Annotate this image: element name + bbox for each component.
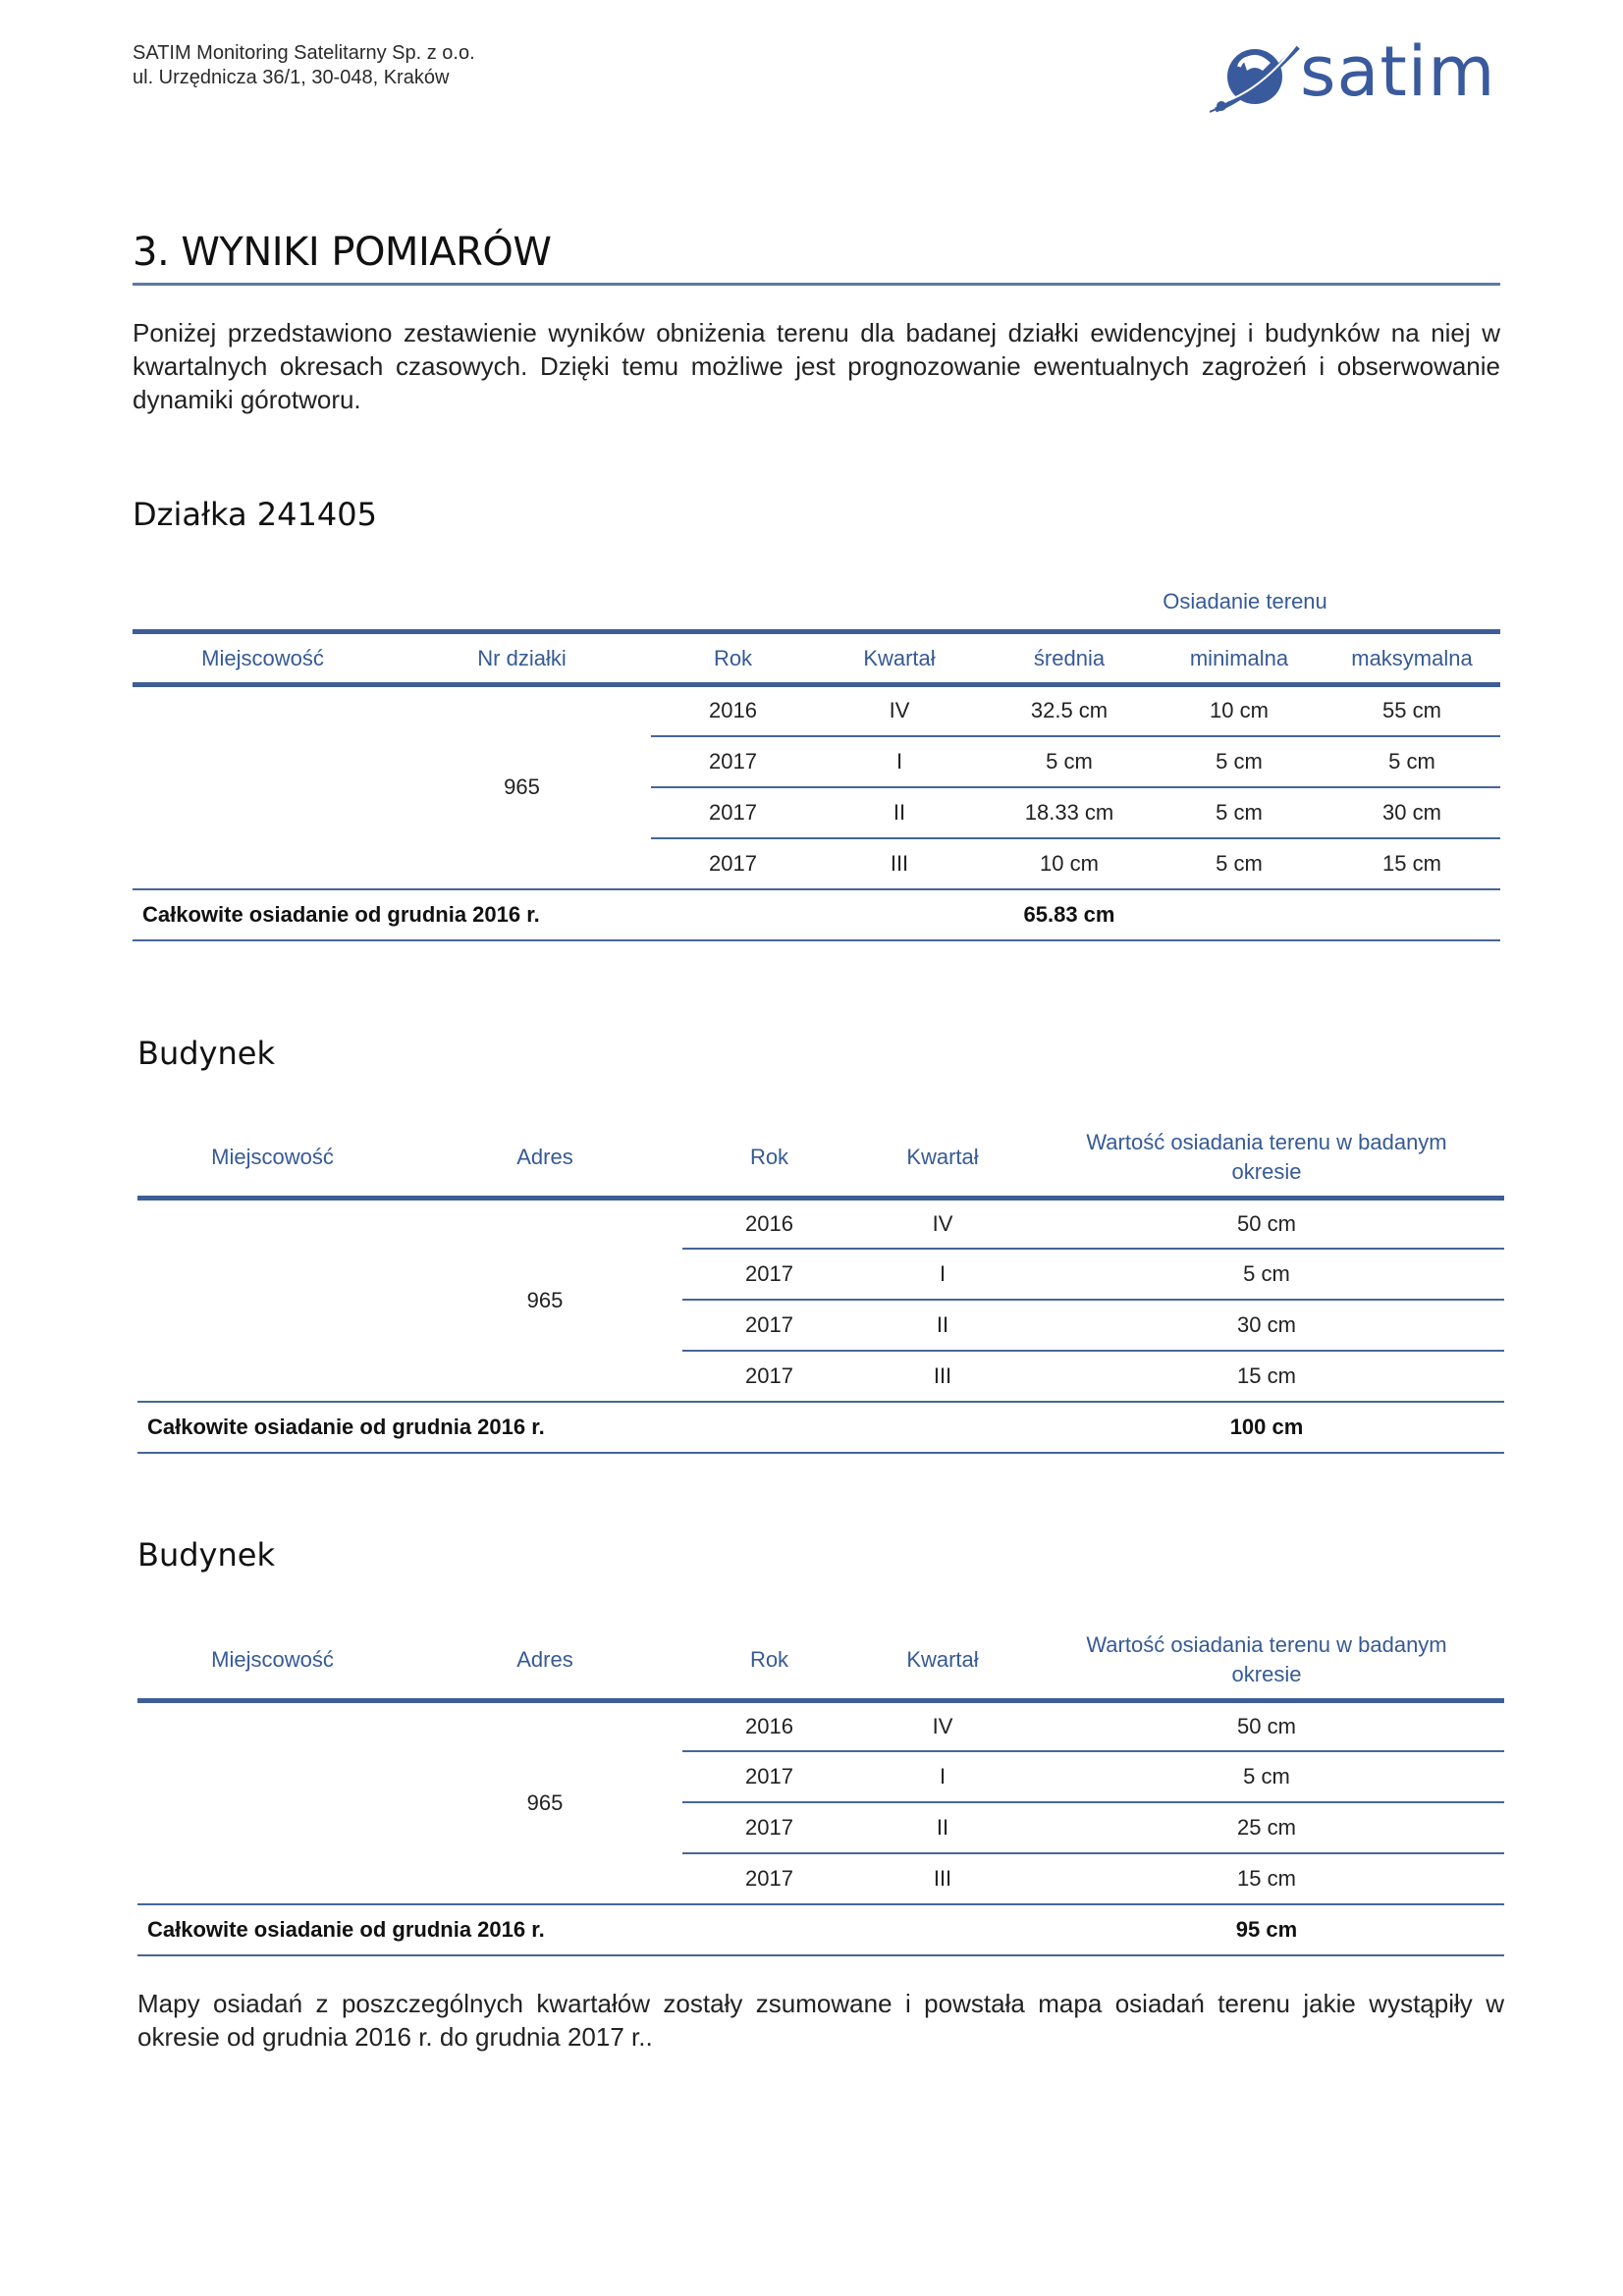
rok-cell: 2017: [651, 838, 815, 889]
rok-cell: 2016: [651, 685, 815, 736]
table-row: [133, 685, 1500, 736]
total-row: [133, 889, 1500, 940]
nr-dzialki-cell: 965: [393, 685, 651, 889]
column-header: średnia: [1033, 645, 1106, 670]
column-header: Rok: [713, 645, 753, 670]
intro-paragraph: Poniżej przedstawiono zestawienie wyników obniżenia terenu dla badanej działki ewidencyjnej i budynków na niej w kwartalnych okresach czasowych. Dzięki temu możliwe jest prognozowanie ewentualnych zagrożeń i obserwowanie dynamiki górotworu.: [133, 318, 1500, 414]
satim-logo: [1210, 31, 1504, 116]
rok-cell: 2017: [682, 1853, 856, 1904]
total-value: 95 cm: [1029, 1904, 1504, 1955]
column-header: maksymalna: [1351, 645, 1473, 670]
company-address: [133, 41, 475, 90]
column-header: Kwartał: [906, 1144, 979, 1169]
column-header: Rok: [749, 1144, 789, 1169]
table-row: [137, 1700, 1504, 1751]
kwartal-cell: III: [856, 1351, 1029, 1402]
empty-cell: [1155, 889, 1324, 940]
building-section-title: Budynek: [137, 1536, 275, 1574]
column-header: Miejscowość: [211, 1646, 334, 1672]
wartosc-cell: 50 cm: [1029, 1198, 1504, 1249]
company-name: SATIM Monitoring Satelitarny Sp. z o.o.: [133, 42, 475, 64]
table-row: [137, 1198, 1504, 1249]
title-divider: [133, 283, 1500, 286]
rok-cell: 2016: [682, 1700, 856, 1751]
srednia-cell: 32.5 cm: [984, 685, 1155, 736]
total-value: 65.83 cm: [984, 889, 1155, 940]
rok-cell: 2017: [682, 1802, 856, 1853]
srednia-cell: 10 cm: [984, 838, 1155, 889]
maksymalna-cell: 5 cm: [1324, 736, 1500, 787]
wartosc-cell: 15 cm: [1029, 1853, 1504, 1904]
srednia-cell: 5 cm: [984, 736, 1155, 787]
table-header-row: [133, 632, 1500, 685]
minimalna-cell: 5 cm: [1155, 736, 1324, 787]
column-header: Adres: [516, 1144, 573, 1169]
kwartal-cell: II: [815, 787, 984, 838]
plot-group-header: Osiadanie terenu: [1163, 589, 1327, 614]
wartosc-cell: 5 cm: [1029, 1249, 1504, 1300]
miejscowosc-cell: [137, 1700, 407, 1904]
column-header: Kwartał: [863, 645, 936, 670]
rok-cell: 2017: [682, 1249, 856, 1300]
page-title: 3. WYNIKI POMIARÓW: [133, 230, 552, 275]
rok-cell: 2017: [651, 787, 815, 838]
column-header: Wartość osiadania terenu w badanym okresie: [1086, 1631, 1447, 1686]
miejscowosc-cell: [133, 685, 393, 889]
column-header: Kwartał: [906, 1646, 979, 1672]
closing-paragraph: Mapy osiadań z poszczególnych kwartałów zostały zsumowane i powstała mapa osiadań terenu jakie wystąpiły w okresie od grudnia 2016 r. do grudnia 2017 r..: [137, 1989, 1504, 2052]
kwartal-cell: I: [815, 736, 984, 787]
column-header: minimalna: [1189, 645, 1289, 670]
rok-cell: 2017: [682, 1351, 856, 1402]
total-row: [137, 1904, 1504, 1955]
column-header: Adres: [516, 1646, 573, 1672]
minimalna-cell: 10 cm: [1155, 685, 1324, 736]
kwartal-cell: III: [815, 838, 984, 889]
kwartal-cell: III: [856, 1853, 1029, 1904]
total-label: Całkowite osiadanie od grudnia 2016 r.: [137, 1904, 1029, 1955]
column-header: Nr działki: [477, 645, 567, 670]
total-label: Całkowite osiadanie od grudnia 2016 r.: [137, 1402, 1029, 1453]
table-header-row: [137, 1119, 1504, 1198]
wartosc-cell: 25 cm: [1029, 1802, 1504, 1853]
satellite-globe-icon: [1210, 37, 1308, 116]
minimalna-cell: 5 cm: [1155, 838, 1324, 889]
maksymalna-cell: 30 cm: [1324, 787, 1500, 838]
kwartal-cell: I: [856, 1751, 1029, 1802]
srednia-cell: 18.33 cm: [984, 787, 1155, 838]
kwartal-cell: IV: [815, 685, 984, 736]
rok-cell: 2017: [682, 1300, 856, 1351]
company-street: ul. Urzędnicza 36/1, 30-048, Kraków: [133, 67, 450, 88]
maksymalna-cell: 55 cm: [1324, 685, 1500, 736]
wartosc-cell: 15 cm: [1029, 1351, 1504, 1402]
column-header: Miejscowość: [211, 1144, 334, 1169]
total-row: [137, 1402, 1504, 1453]
wartosc-cell: 50 cm: [1029, 1700, 1504, 1751]
maksymalna-cell: 15 cm: [1324, 838, 1500, 889]
minimalna-cell: 5 cm: [1155, 787, 1324, 838]
adres-cell: 965: [407, 1700, 682, 1904]
column-header: Miejscowość: [201, 645, 324, 670]
plot-table: [133, 629, 1500, 941]
column-header: Rok: [749, 1646, 789, 1672]
building-table: [137, 1119, 1504, 1454]
rok-cell: 2017: [651, 736, 815, 787]
kwartal-cell: IV: [856, 1198, 1029, 1249]
logo-wordmark: satim: [1300, 31, 1496, 112]
plot-section-title: Działka 241405: [133, 496, 377, 533]
total-value: 100 cm: [1029, 1402, 1504, 1453]
building-section-title: Budynek: [137, 1035, 275, 1072]
total-label: Całkowite osiadanie od grudnia 2016 r.: [133, 889, 984, 940]
kwartal-cell: IV: [856, 1700, 1029, 1751]
kwartal-cell: I: [856, 1249, 1029, 1300]
table-header-row: [137, 1622, 1504, 1700]
rok-cell: 2017: [682, 1751, 856, 1802]
wartosc-cell: 30 cm: [1029, 1300, 1504, 1351]
kwartal-cell: II: [856, 1802, 1029, 1853]
column-header: Wartość osiadania terenu w badanym okresie: [1086, 1129, 1447, 1184]
building-table: [137, 1622, 1504, 1956]
empty-cell: [1324, 889, 1500, 940]
miejscowosc-cell: [137, 1198, 407, 1402]
adres-cell: 965: [407, 1198, 682, 1402]
wartosc-cell: 5 cm: [1029, 1751, 1504, 1802]
rok-cell: 2016: [682, 1198, 856, 1249]
kwartal-cell: II: [856, 1300, 1029, 1351]
